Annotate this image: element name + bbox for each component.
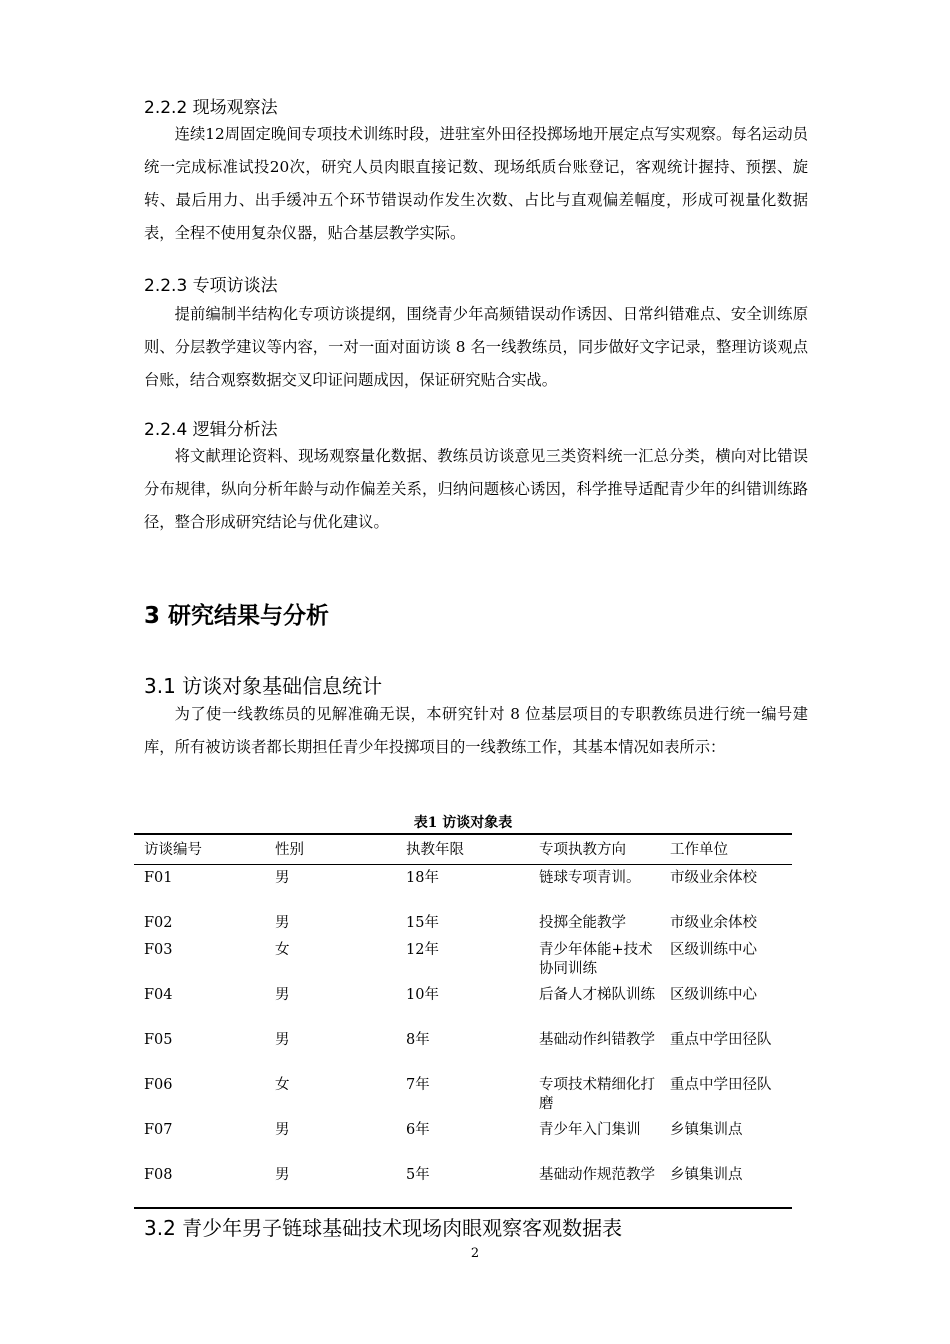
table-cell: F04 [144,987,173,1003]
paragraph-2-2-3: 提前编制半结构化专项访谈提纲，围绕青少年高频错误动作诱因、日常纠错难点、安全训练原则、分层教学建议等内容，一对一面对面访谈 8 名一线教练员，同步做好文字记录，整理访谈观点台账，结合观察数据交叉印证问题成因，保证研究贴合实战。 [144,305,808,389]
heading-3-1: 3.1 访谈对象基础信息统计 [144,674,383,698]
table-cell: 男 [275,987,290,1003]
table-cell: F01 [144,870,173,886]
table-header-row [134,835,792,865]
table-cell: 男 [275,1032,290,1048]
table-row [134,1072,792,1117]
table-cell: 市级业余体校 [670,870,757,886]
table-cell: 10年 [406,987,439,1003]
table-header-cell: 专项执教方向 [539,842,626,858]
paragraph-3-1: 为了使一线教练员的见解准确无误，本研究针对 8 位基层项目的专职教练员进行统一编号建库，所有被访谈者都长期担任青少年投掷项目的一线教练工作，其基本情况如表所示： [144,705,808,756]
interviewee-table [134,833,792,1209]
paragraph-2-2-4: 将文献理论资料、现场观察量化数据、教练员访谈意见三类资料统一汇总分类，横向对比错误分布规律，纵向分析年龄与动作偏差关系，归纳问题核心诱因，科学推导适配青少年的纠错训练路径，整合形成研究结论与优化建议。 [144,447,808,531]
table-cell: F08 [144,1167,173,1183]
table-cell: 投掷全能教学 [539,915,626,931]
table-cell: 区级训练中心 [670,942,757,958]
table-row [134,1117,792,1162]
table-cell: 女 [275,1077,290,1093]
table-row [134,1162,792,1207]
table-cell: 青少年体能+技术协同训练 [539,942,653,977]
table-header-cell: 工作单位 [670,842,728,858]
table-cell: 重点中学田径队 [670,1032,772,1048]
heading-2-2-4: 2.2.4 逻辑分析法 [144,420,278,440]
table-cell: 12年 [406,942,439,958]
table-cell: F05 [144,1032,173,1048]
table-header-cell: 访谈编号 [144,842,202,858]
table-cell: 基础动作规范教学 [539,1167,655,1183]
table-row [134,865,792,910]
table-cell: 6年 [406,1122,430,1138]
table-cell: 专项技术精细化打磨 [539,1077,655,1112]
table-cell: F02 [144,915,173,931]
table-cell: F06 [144,1077,173,1093]
heading-2-2-2: 2.2.2 现场观察法 [144,98,278,118]
table-cell: 7年 [406,1077,430,1093]
table-cell: 男 [275,1167,290,1183]
table-cell: F03 [144,942,173,958]
heading-2-2-3: 2.2.3 专项访谈法 [144,276,278,296]
paragraph-2-2-2: 连续12周固定晚间专项技术训练时段，进驻室外田径投掷场地开展定点写实观察。每名运动员统一完成标准试投20次，研究人员肉眼直接记数、现场纸质台账登记，客观统计握持、预摆、旋转、最后用力、出手缓冲五个环节错误动作发生次数、占比与直观偏差幅度，形成可视量化数据表，全程不使用复杂仪器，贴合基层教学实际。 [144,125,808,242]
table-header-cell: 性别 [275,842,304,858]
page-number: 2 [470,1246,480,1261]
table-cell: 重点中学田径队 [670,1077,772,1093]
table-cell: 男 [275,870,290,886]
table-cell: 乡镇集训点 [670,1122,743,1138]
heading-3-2: 3.2 青少年男子链球基础技术现场肉眼观察客观数据表 [144,1216,623,1240]
table-cell: 5年 [406,1167,430,1183]
table-cell: 18年 [406,870,439,886]
table-cell: 后备人才梯队训练 [539,987,655,1003]
table-cell: 乡镇集训点 [670,1167,743,1183]
table-row [134,937,792,982]
table-cell: 15年 [406,915,439,931]
table-cell: 女 [275,942,290,958]
table-row [134,910,792,937]
table-caption: 表1 访谈对象表 [413,815,513,831]
table-cell: 8年 [406,1032,430,1048]
table-row [134,1027,792,1072]
table-cell: 链球专项青训。 [539,870,641,886]
table-cell: 市级业余体校 [670,915,757,931]
table-row [134,982,792,1027]
table-cell: 青少年入门集训 [539,1122,641,1138]
table-cell: 男 [275,1122,290,1138]
table-cell: F07 [144,1122,173,1138]
heading-3: 3 研究结果与分析 [144,603,330,629]
table-cell: 男 [275,915,290,931]
table-header-cell: 执教年限 [406,842,464,858]
table-cell: 区级训练中心 [670,987,757,1003]
table-cell: 基础动作纠错教学 [539,1032,655,1048]
